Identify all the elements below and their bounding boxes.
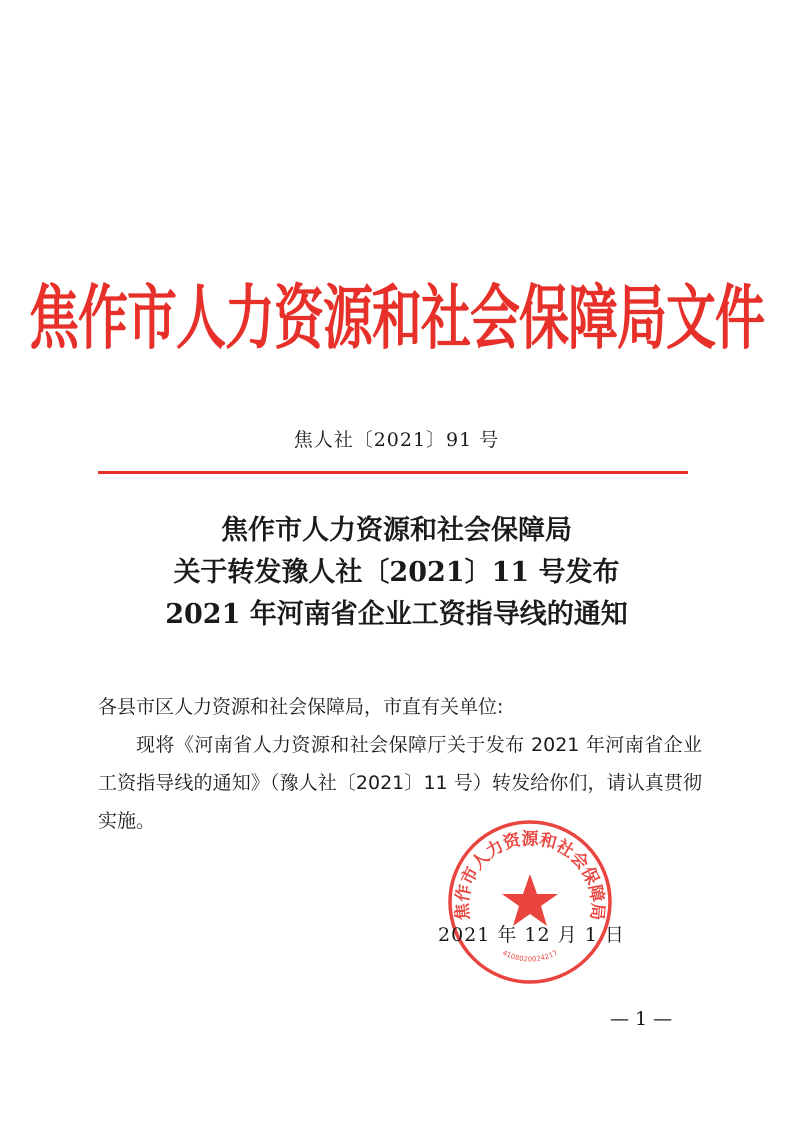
document-title-line-1: 焦作市人力资源和社会保障局 bbox=[221, 515, 572, 546]
document-title-line-3: 2021 年河南省企业工资指导线的通知 bbox=[165, 599, 628, 630]
svg-text:4108020024217 bbox=[501, 949, 559, 964]
salutation: 各县市区人力资源和社会保障局，市直有关单位: bbox=[98, 696, 504, 718]
seal-text: 焦作市人力资源和社会保障局 bbox=[452, 829, 608, 921]
red-divider-line bbox=[98, 471, 688, 474]
seal-code: 4108020024217 bbox=[501, 948, 559, 964]
page-number: — 1 — bbox=[610, 1008, 673, 1030]
document-header-title: 焦作市人力资源和社会保障局文件 bbox=[29, 277, 764, 359]
document-number: 焦人社〔2021〕91 号 bbox=[293, 429, 500, 451]
body-paragraph: 现将《河南省人力资源和社会保障厅关于发布 2021 年河南省企业工资指导线的通知》（豫人社〔2021〕11 号）转发给你们，请认真贯彻实施。 bbox=[98, 734, 702, 832]
issue-date: 2021 年 12 月 1 日 bbox=[438, 924, 625, 946]
document-title bbox=[0, 510, 793, 636]
official-seal-icon bbox=[446, 818, 614, 986]
document-title-line-2: 关于转发豫人社〔2021〕11 号发布 bbox=[173, 557, 620, 588]
